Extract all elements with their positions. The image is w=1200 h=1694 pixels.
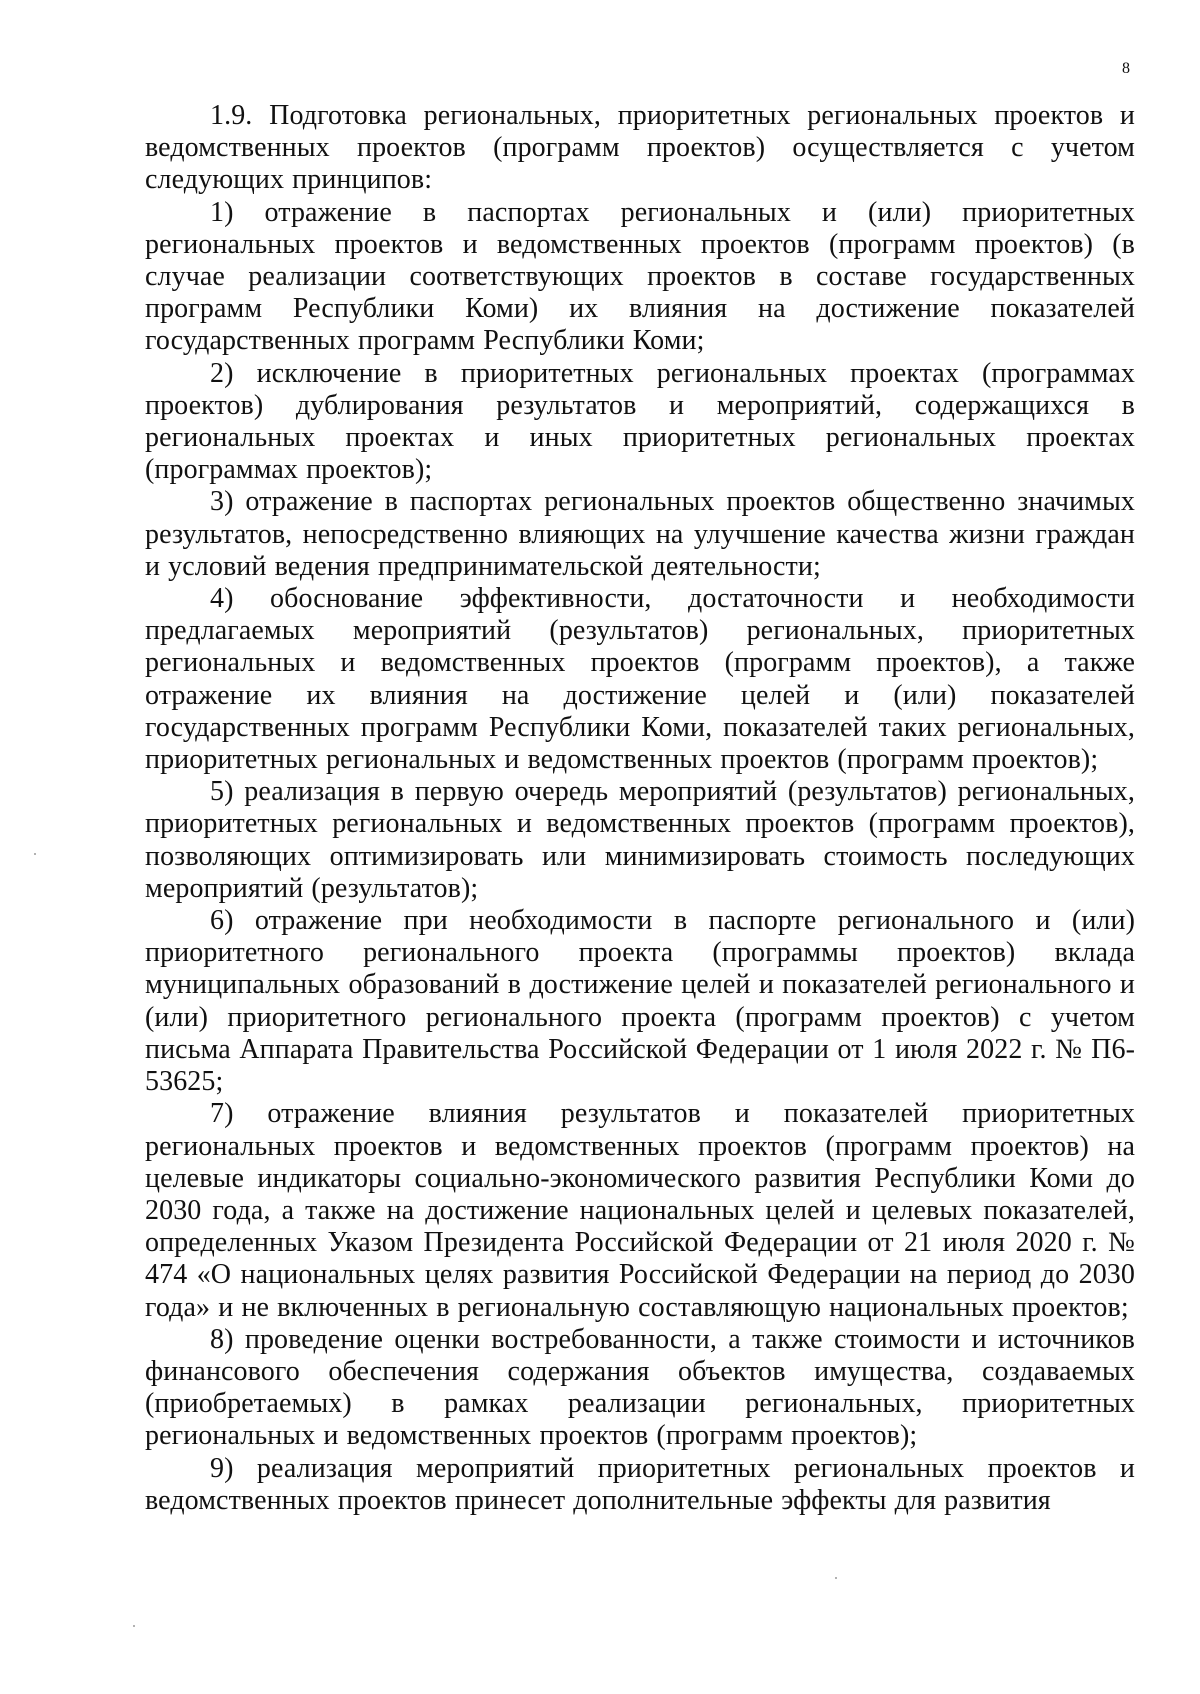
paragraph-item-5: 5) реализация в первую очередь мероприятий (результатов) региональных, приоритетных региональных и ведомственных проектов (программ проектов), позволяющих оптимизировать или минимизировать стоимость последующих мероприятий (результатов); — [145, 776, 1135, 904]
paragraph-item-2: 2) исключение в приоритетных региональных проектах (программах проектов) дублирования результатов и мероприятий, содержащихся в региональных проектах и иных приоритетных региональных проектах (программах проектов); — [145, 357, 1135, 486]
paragraph-item-4: 4) обоснование эффективности, достаточности и необходимости предлагаемых мероприятий (результатов) региональных, приоритетных региональных и ведомственных проектов (программ проектов), а также отражение их влияния на достижение целей и (или) показателей государственных программ Республики Коми, показателей таких региональных, приоритетных региональных и ведомственных проектов (программ проектов); — [145, 583, 1135, 776]
paragraph-item-3: 3) отражение в паспортах региональных проектов общественно значимых результатов, непосредственно влияющих на улучшение качества жизни граждан и условий ведения предпринимательской деятельности; — [145, 486, 1135, 582]
paragraph-item-7: 7) отражение влияния результатов и показателей приоритетных региональных проектов и ведомственных проектов (программ проектов) на целевые индикаторы социально-экономического развития Республики Коми до 2030 года, а также на достижение национальных целей и целевых показателей, определенных Указом Президента Российской Федерации от 21 июля 2020 г. № 474 «О национальных целях развития Российской Федерации на период до 2030 года» и не включенных в региональную составляющую национальных проектов; — [145, 1098, 1135, 1323]
scan-speck — [835, 1577, 837, 1579]
scan-speck — [34, 853, 36, 855]
paragraph-item-9: 9) реализация мероприятий приоритетных региональных проектов и ведомственных проектов принесет дополнительные эффекты для развития — [145, 1452, 1135, 1516]
paragraph-item-8: 8) проведение оценки востребованности, а также стоимости и источников финансового обеспечения содержания объектов имущества, создаваемых (приобретаемых) в рамках реализации региональных, приоритетных региональных и ведомственных проектов (программ проектов); — [145, 1323, 1135, 1452]
scan-speck — [133, 1625, 135, 1627]
paragraph-item-6: 6) отражение при необходимости в паспорте регионального и (или) приоритетного регионального проекта (программы проектов) вклада муниципальных образований в достижение целей и показателей регионального и (или) приоритетного регионального проекта (программ проектов) с учетом письма Аппарата Правительства Российской Федерации от 1 июля 2022 г. № П6-53625; — [145, 905, 1135, 1098]
paragraph-1-9-intro: 1.9. Подготовка региональных, приоритетных региональных проектов и ведомственных проектов (программ проектов) осуществляется с учетом следующих принципов: — [145, 100, 1135, 196]
document-body — [145, 100, 1135, 1517]
page-number: 8 — [1122, 60, 1130, 77]
paragraph-item-1: 1) отражение в паспортах региональных и (или) приоритетных региональных проектов и ведомственных проектов (программ проектов) (в случае реализации соответствующих проектов в составе государственных программ Республики Коми) их влияния на достижение показателей государственных программ Республики Коми; — [145, 196, 1135, 357]
